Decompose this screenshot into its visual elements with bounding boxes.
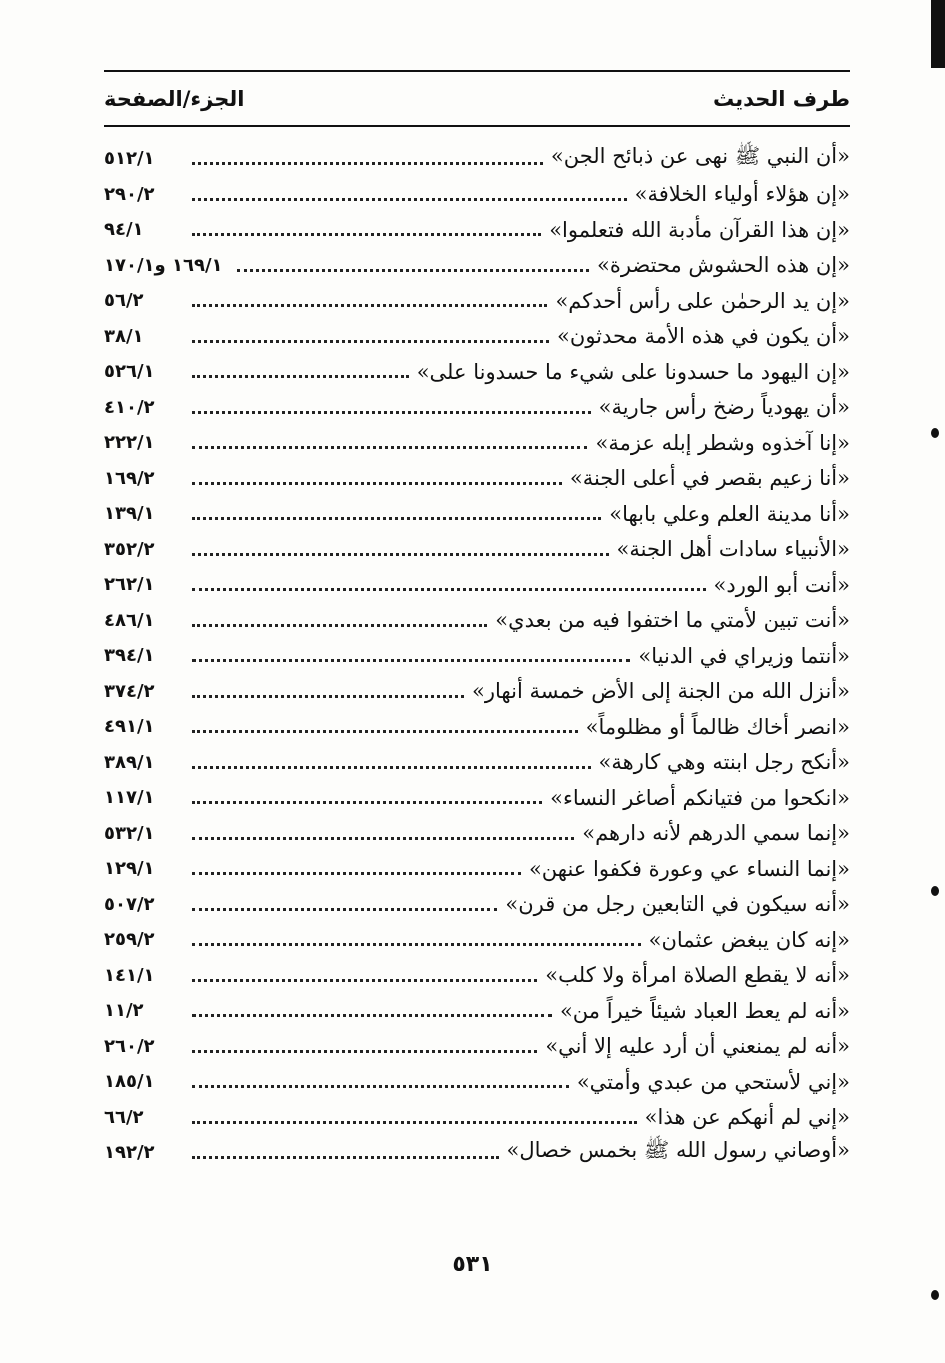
index-entry bbox=[104, 496, 850, 532]
volume-page-ref: ٣٨/١ bbox=[104, 325, 144, 347]
volume-page-ref: ٥٠٧/٢ bbox=[104, 893, 155, 915]
leader-dots bbox=[192, 517, 601, 520]
leader-dots bbox=[192, 1156, 499, 1159]
leader-dots bbox=[192, 1085, 569, 1088]
hadith-text: «إن يد الرحمٰن على رأس أحدكم» bbox=[555, 288, 850, 313]
index-entry bbox=[104, 425, 850, 461]
index-entry bbox=[104, 319, 850, 355]
page-header bbox=[104, 78, 850, 120]
hadith-text: «إني لم أنهكم عن هذا» bbox=[644, 1105, 850, 1130]
volume-page-ref: ٩٤/١ bbox=[104, 219, 144, 241]
volume-page-ref: ١٩٢/٢ bbox=[104, 1142, 155, 1164]
index-entry bbox=[104, 638, 850, 674]
index-entry bbox=[104, 745, 850, 781]
hadith-text: «إن هذا القرآن مأدبة الله فتعلموا» bbox=[549, 217, 850, 242]
leader-dots bbox=[237, 269, 589, 272]
index-entry bbox=[104, 851, 850, 887]
index-entry bbox=[104, 461, 850, 497]
hadith-text: «إن هؤلاء أولياء الخلافة» bbox=[634, 182, 850, 207]
leader-dots bbox=[192, 411, 591, 414]
index-entry bbox=[104, 1029, 850, 1065]
index-entry bbox=[104, 603, 850, 639]
hadith-text: «إن هذه الحشوش محتضرة» bbox=[596, 253, 850, 278]
header-hadith-start: طرف الحديث bbox=[712, 87, 850, 111]
leader-dots bbox=[192, 801, 542, 804]
leader-dots bbox=[192, 730, 578, 733]
hadith-text: «إني لأستحي من عبدي وأمتي» bbox=[576, 1069, 850, 1094]
hadith-text: «الأنبياء سادات أهل الجنة» bbox=[616, 537, 850, 562]
index-entry bbox=[104, 354, 850, 390]
hadith-text: «انكحوا من فتيانكم أصاغر النساء» bbox=[550, 785, 850, 810]
header-rule bbox=[104, 125, 850, 127]
leader-dots bbox=[192, 695, 464, 698]
volume-page-ref: ٣٧٤/٢ bbox=[104, 680, 155, 702]
index-entry bbox=[104, 390, 850, 426]
hadith-text: «انصر أخاك ظالماً أو مظلوماً» bbox=[585, 714, 850, 739]
volume-page-ref: ١٢٩/١ bbox=[104, 858, 155, 880]
index-entry bbox=[104, 283, 850, 319]
hadith-text: «أنزل الله من الجنة إلى الأض خمسة أنهار» bbox=[472, 679, 850, 704]
index-entry bbox=[104, 1135, 850, 1171]
volume-page-ref: ٣٥٢/٢ bbox=[104, 538, 155, 560]
hadith-text: «أنكح رجل ابنته وهي كارهة» bbox=[598, 750, 850, 775]
leader-dots bbox=[192, 1121, 637, 1124]
hadith-text: «إنه كان يبغض عثمان» bbox=[648, 927, 850, 952]
hadith-text: «أنه سيكون في التابعين رجل من قرن» bbox=[505, 892, 850, 917]
scan-dot-mark bbox=[931, 886, 939, 896]
leader-dots bbox=[192, 837, 574, 840]
index-entry bbox=[104, 958, 850, 994]
hadith-text: «أنتما وزيراي في الدنيا» bbox=[638, 643, 850, 668]
volume-page-ref: ٦٦/٢ bbox=[104, 1106, 144, 1128]
volume-page-ref: ١٦٩/٢ bbox=[104, 467, 155, 489]
volume-page-ref: ٢٥٩/٢ bbox=[104, 929, 155, 951]
hadith-text: «إنا آخذوه وشطر إبله عزمة» bbox=[595, 430, 850, 455]
volume-page-ref: ١٦٩/١ و١٧٠/١ bbox=[104, 254, 223, 276]
hadith-text: «أنا زعيم بقصر في أعلى الجنة» bbox=[569, 466, 850, 491]
index-entry bbox=[104, 709, 850, 745]
index-entry bbox=[104, 212, 850, 248]
leader-dots bbox=[192, 1014, 552, 1017]
hadith-text: «أنه لم يعط العباد شيئاً خيراً من» bbox=[559, 998, 850, 1023]
volume-page-ref: ٥٦/٢ bbox=[104, 290, 144, 312]
volume-page-ref: ١٣٩/١ bbox=[104, 503, 155, 525]
leader-dots bbox=[192, 979, 537, 982]
leader-dots bbox=[192, 482, 562, 485]
index-entry bbox=[104, 922, 850, 958]
volume-page-ref: ٤٨٦/١ bbox=[104, 609, 155, 631]
index-entry bbox=[104, 567, 850, 603]
volume-page-ref: ٢٦٢/١ bbox=[104, 574, 155, 596]
hadith-text: «أنه لم يمنعني أن أرد عليه إلا أني» bbox=[545, 1034, 850, 1059]
volume-page-ref: ٣٩٤/١ bbox=[104, 645, 155, 667]
hadith-text: «إنما النساء عي وعورة فكفوا عنهن» bbox=[528, 856, 850, 881]
index-entry bbox=[104, 674, 850, 710]
index-entry bbox=[104, 177, 850, 213]
volume-page-ref: ٥٢٦/١ bbox=[104, 361, 155, 383]
hadith-index-list bbox=[104, 141, 850, 1171]
hadith-text: «أن يكون في هذه الأمة محدثون» bbox=[557, 324, 850, 349]
index-entry bbox=[104, 993, 850, 1029]
index-entry bbox=[104, 816, 850, 852]
leader-dots bbox=[192, 304, 547, 307]
volume-page-ref: ١٨٥/١ bbox=[104, 1071, 155, 1093]
index-entry bbox=[104, 780, 850, 816]
page-number: ٥٣١ bbox=[452, 1252, 493, 1277]
volume-page-ref: ٢٦٠/٢ bbox=[104, 1035, 155, 1057]
volume-page-ref: ١١٧/١ bbox=[104, 787, 155, 809]
index-entry bbox=[104, 1100, 850, 1136]
scan-dot-mark bbox=[931, 428, 939, 438]
leader-dots bbox=[192, 446, 587, 449]
hadith-text: «أنا مدينة العلم وعلي بابها» bbox=[609, 501, 850, 526]
hadith-text: «أن يهودياً رضخ رأس جارية» bbox=[598, 395, 850, 420]
volume-page-ref: ٤٩١/١ bbox=[104, 716, 155, 738]
volume-page-ref: ٢٢٢/١ bbox=[104, 432, 155, 454]
hadith-text: «أوصاني رسول الله ﷺ بخمس خصال» bbox=[506, 1138, 850, 1163]
hadith-text: «أنت تبين لأمتي ما اختفوا فيه من بعدي» bbox=[495, 608, 850, 633]
leader-dots bbox=[192, 162, 543, 165]
leader-dots bbox=[192, 624, 487, 627]
leader-dots bbox=[192, 588, 706, 591]
volume-page-ref: ١٤١/١ bbox=[104, 964, 155, 986]
index-entry bbox=[104, 1064, 850, 1100]
header-volume-page: الجزء/الصفحة bbox=[104, 87, 245, 111]
scan-edge-mark bbox=[931, 0, 945, 68]
leader-dots bbox=[192, 340, 549, 343]
top-rule bbox=[104, 70, 850, 72]
hadith-text: «إن اليهود ما حسدونا على شيء ما حسدونا على» bbox=[416, 359, 850, 384]
leader-dots bbox=[192, 766, 591, 769]
volume-page-ref: ١١/٢ bbox=[104, 1000, 144, 1022]
index-entry bbox=[104, 887, 850, 923]
volume-page-ref: ٥٣٢/١ bbox=[104, 822, 155, 844]
volume-page-ref: ٣٨٩/١ bbox=[104, 751, 155, 773]
index-entry bbox=[104, 248, 850, 284]
hadith-text: «أنت أبو الورد» bbox=[713, 572, 850, 597]
index-entry bbox=[104, 532, 850, 568]
index-entry bbox=[104, 141, 850, 177]
hadith-text: «أنه لا يقطع الصلاة امرأة ولا كلب» bbox=[545, 963, 850, 988]
leader-dots bbox=[192, 233, 541, 236]
hadith-text: «إنما سمي الدرهم لأنه دارهم» bbox=[582, 821, 850, 846]
leader-dots bbox=[192, 198, 627, 201]
volume-page-ref: ٢٩٠/٢ bbox=[104, 183, 155, 205]
leader-dots bbox=[192, 908, 497, 911]
scan-dot-mark bbox=[931, 1290, 939, 1300]
leader-dots bbox=[192, 1050, 537, 1053]
leader-dots bbox=[192, 375, 409, 378]
leader-dots bbox=[192, 553, 609, 556]
hadith-text: «أن النبي ﷺ نهى عن ذبائح الجن» bbox=[550, 144, 850, 169]
leader-dots bbox=[192, 943, 641, 946]
volume-page-ref: ٥١٢/١ bbox=[104, 148, 155, 170]
leader-dots bbox=[192, 872, 521, 875]
volume-page-ref: ٤١٠/٢ bbox=[104, 396, 155, 418]
leader-dots bbox=[192, 659, 630, 662]
